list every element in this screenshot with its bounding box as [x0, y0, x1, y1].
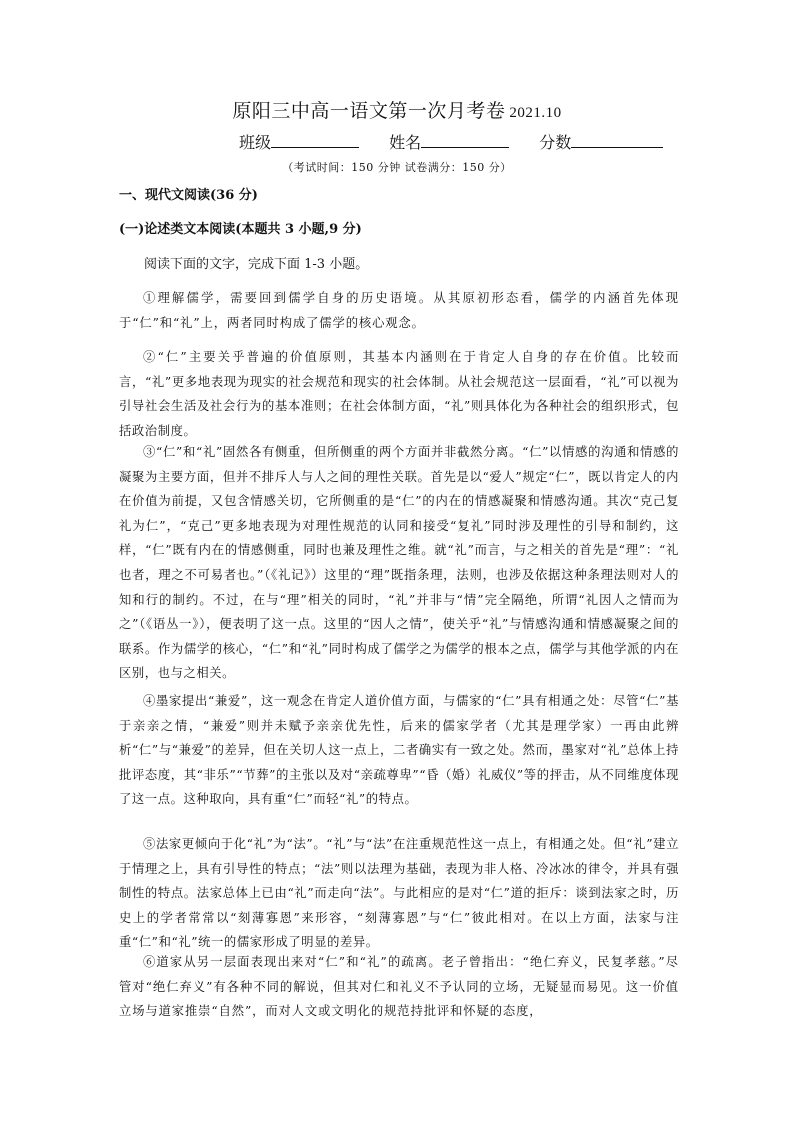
exam-title	[0, 98, 794, 126]
paragraph-4: ④墨家提出“兼爱”，这一观念在肯定人道价值方面，与儒家的“仁”具有相通之处：尽管“仁”基于亲亲之情，“兼爱”则并未赋予亲亲优先性，后来的儒家学者（尤其是理学家）一再由此辨析“仁”与“兼爱”的差异，但在关切人这一点上，二者确实有一致之处。然而，墨家对“礼”总体上持批评态度，其“非乐”“节葬”的主张以及对“亲疏尊卑”“昏（婚）礼威仪”等的抨击，从不同维度体现了这一点。这种取向，具有重“仁”而轻“礼”的特点。	[119, 694, 679, 807]
student-info-fields	[239, 131, 663, 154]
score-label: 分数	[539, 133, 572, 152]
score-blank[interactable]	[571, 131, 663, 148]
paragraph-1: ①理解儒学，需要回到儒学自身的历史语境。从其原初形态看，儒学的内涵首先体现于“仁”和“礼”上，两者同时构成了儒学的核心观念。	[119, 291, 679, 330]
section-heading: 一、现代文阅读(36 分)	[119, 188, 258, 203]
paragraph-6: ⑥道家从另一层面表现出来对“仁”和“礼”的疏离。老子曾指出：“绝仁弃义，民复孝慈。”尽管对“绝仁弃义”有各种不同的解说，但其对仁和礼义不予认同的立场，无疑显而易见。这一价值立场与道家推崇“自然”，而对人文或文明化的规范持批评和怀疑的态度，	[119, 955, 679, 1019]
reading-instruction: 阅读下面的文字，完成下面 1-3 小题。	[144, 257, 369, 272]
name-label: 姓名	[389, 133, 422, 152]
exam-time-note: （考试时间：150 分钟 试卷满分：150 分）	[282, 161, 512, 174]
class-blank[interactable]	[271, 131, 359, 148]
score-field[interactable]	[539, 131, 663, 154]
name-field[interactable]	[389, 131, 509, 154]
exam-date: 2021.10	[509, 105, 562, 121]
class-field[interactable]	[239, 131, 359, 154]
name-blank[interactable]	[421, 131, 509, 148]
class-label: 班级	[239, 133, 272, 152]
exam-title-text: 原阳三中高一语文第一次月考卷	[232, 100, 506, 122]
paragraph-2: ②“仁”主要关乎普遍的价值原则，其基本内涵则在于肯定人自身的存在价值。比较而言，“礼”更多地表现为现实的社会规范和现实的社会体制。从社会规范这一层面看，“礼”可以视为引导社会生活及社会行为的基本准则；在社会体制方面，“礼”则具体化为各种社会的组织形式，包括政治制度。	[119, 350, 679, 438]
paragraph-3: ③“仁”和“礼”固然各有侧重，但所侧重的两个方面并非截然分离。“仁”以情感的沟通和情感的凝聚为主要方面，但并不排斥人与人之间的理性关联。首先是以“爱人”规定“仁”，既以肯定人的内在价值为前提，又包含情感关切，它所侧重的是“仁”的内在的情感凝聚和情感沟通。其次“克己复礼为仁”，“克己”更多地表现为对理性规范的认同和接受“复礼”同时涉及理性的引导和制约，这样，“仁”既有内在的情感侧重，同时也兼及理性之维。就“礼”而言，与之相关的首先是“理”：“礼也者，理之不可易者也。”（《礼记》）这里的“理”既指条理，法则，也涉及依据这种条理法则对人的知和行的制约。不过，在与“理”相关的同时，“礼”并非与“情”完全隔绝，所谓“礼因人之情而为之”（《语丛一》），便表明了这一点。这里的“因人之情”，使关乎“礼”与情感沟通和情感凝聚之间的联系。作为儒学的核心，“仁”和“礼”同时构成了儒学之为儒学的根本之点，儒学与其他学派的内在区别，也与之相关。	[119, 445, 679, 681]
paragraph-5: ⑤法家更倾向于化“礼”为“法”。“礼”与“法”在注重规范性这一点上，有相通之处。但“礼”建立于情理之上，具有引导性的特点；“法”则以法理为基础，表现为非人格、冷冰冰的律令，并具有强制性的特点。法家总体上已由“礼”而走向“法”。与此相应的是对“仁”道的拒斥：谈到法家之时，历史上的学者常常以“刻薄寡恩”来形容，“刻薄寡恩”与“仁”彼此相对。在以上方面，法家与注重“仁”和“礼”统一的儒家形成了明显的差异。	[119, 837, 679, 950]
subsection-heading: (一)论述类文本阅读(本题共 3 小题,9 分)	[119, 222, 362, 237]
